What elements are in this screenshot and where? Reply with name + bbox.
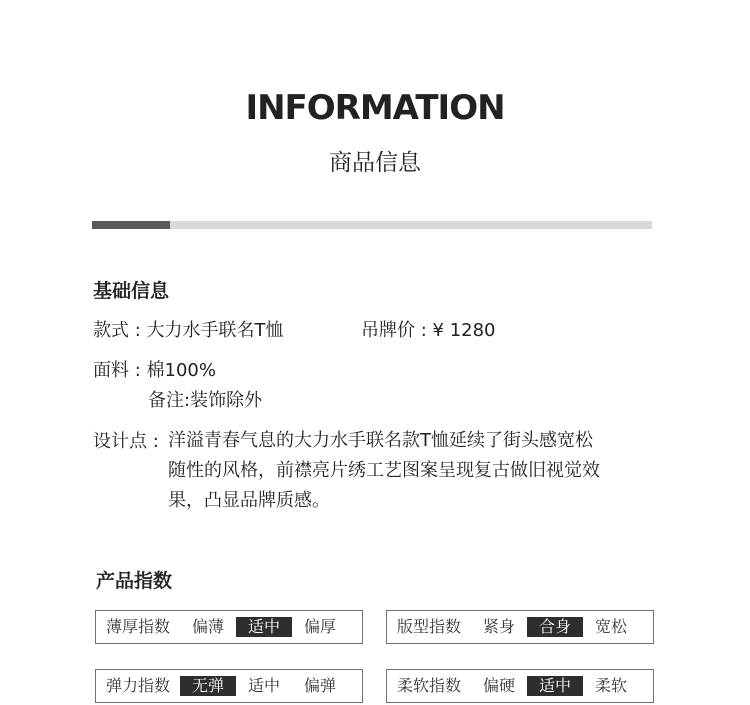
index-box-softness bbox=[386, 669, 654, 703]
design-line: 洋溢青春气息的大力水手联名款T恤延续了街头感宽松 bbox=[168, 430, 593, 451]
progress-bar bbox=[92, 221, 652, 229]
style-label: 款式 : bbox=[93, 320, 141, 341]
index-label: 薄厚指数 bbox=[106, 617, 171, 636]
price-label: 吊牌价 : bbox=[361, 320, 427, 341]
index-option: 宽松 bbox=[594, 617, 627, 636]
page-title-en: INFORMATION bbox=[245, 88, 505, 128]
index-option: 柔软 bbox=[594, 676, 627, 695]
design-line: 果，凸显品牌质感。 bbox=[168, 490, 330, 511]
index-option: 偏硬 bbox=[482, 676, 515, 695]
index-label: 弹力指数 bbox=[106, 676, 171, 695]
page-title-zh: 商品信息 bbox=[329, 150, 421, 176]
index-option: 适中 bbox=[527, 676, 583, 696]
index-option: 紧身 bbox=[482, 617, 515, 636]
index-label: 柔软指数 bbox=[397, 676, 462, 695]
fabric-row bbox=[93, 356, 216, 382]
design-label: 设计点 : bbox=[93, 431, 159, 452]
index-box-fit bbox=[386, 610, 654, 644]
design-line: 随性的风格，前襟亮片绣工艺图案呈现复古做旧视觉效 bbox=[168, 460, 600, 481]
fabric-value: 棉100% bbox=[146, 360, 216, 381]
index-option: 偏厚 bbox=[303, 617, 336, 636]
design-description bbox=[168, 426, 658, 516]
style-value: 大力水手联名T恤 bbox=[146, 320, 284, 341]
index-option: 无弹 bbox=[180, 676, 236, 696]
basic-info-title: 基础信息 bbox=[93, 280, 170, 302]
index-option: 偏弹 bbox=[303, 676, 336, 695]
product-index-title: 产品指数 bbox=[96, 570, 173, 592]
price-row bbox=[361, 316, 496, 342]
price-value: ¥ 1280 bbox=[432, 320, 496, 341]
style-row bbox=[93, 316, 284, 342]
index-option: 合身 bbox=[527, 617, 583, 637]
index-box-thickness bbox=[95, 610, 363, 644]
fabric-label: 面料 : bbox=[93, 360, 141, 381]
index-option: 偏薄 bbox=[191, 617, 224, 636]
index-box-elasticity bbox=[95, 669, 363, 703]
index-option: 适中 bbox=[247, 676, 280, 695]
index-option: 适中 bbox=[236, 617, 292, 637]
note-text: 备注:装饰除外 bbox=[148, 390, 263, 411]
index-label: 版型指数 bbox=[397, 617, 462, 636]
progress-bar-fill bbox=[92, 221, 170, 229]
